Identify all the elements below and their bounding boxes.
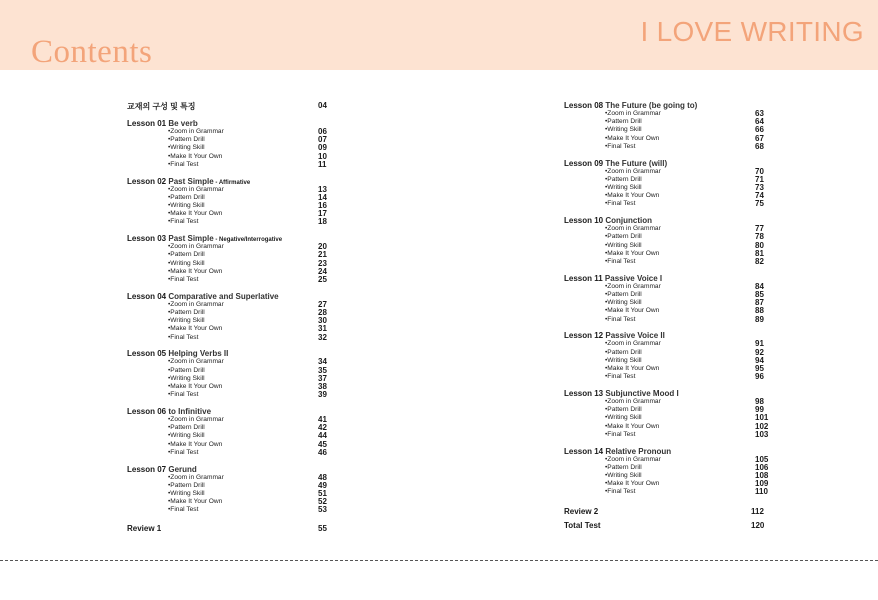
lesson-number: Lesson 08 <box>564 101 606 110</box>
brand-title: I LOVE WRITING <box>640 16 864 47</box>
page-number: 14 <box>318 192 327 202</box>
section-item: •Zoom in Grammar <box>168 243 224 251</box>
lesson-title <box>564 101 697 110</box>
section-item: •Zoom in Grammar <box>605 282 661 290</box>
section-item: •Pattern Drill <box>605 233 642 241</box>
section-item: •Final Test <box>168 276 199 283</box>
page-number: 38 <box>318 382 327 391</box>
page-number: 17 <box>318 209 327 219</box>
page-number: 44 <box>318 431 327 441</box>
section-item: •Make It Your Own <box>168 498 223 506</box>
page-number: 73 <box>755 183 764 192</box>
section-item: •Final Test <box>168 160 199 168</box>
lesson-number: Lesson 09 <box>564 158 606 168</box>
section-item: •Make It Your Own <box>605 134 660 142</box>
section-item: •Final Test <box>168 448 199 456</box>
page-number: 75 <box>755 199 764 209</box>
lesson-name: Past Simple <box>168 234 214 244</box>
page-number: 88 <box>755 306 764 316</box>
section-item: •Writing Skill <box>605 356 642 364</box>
page-number: 34 <box>318 357 327 367</box>
lesson-number: Lesson 14 <box>564 446 606 456</box>
page-number: 85 <box>755 290 764 299</box>
section-item: •Writing Skill <box>168 374 205 382</box>
page-number: 92 <box>755 347 764 357</box>
page-number: 109 <box>755 479 769 489</box>
section-item: •Zoom in Grammar <box>605 225 661 233</box>
page-number: 25 <box>318 275 327 284</box>
lesson-number: Lesson 10 <box>564 216 606 226</box>
page-number: 70 <box>755 166 764 176</box>
page-number: 87 <box>755 298 764 308</box>
page-divider <box>0 560 878 561</box>
page-number: 77 <box>755 224 764 234</box>
page-number: 42 <box>318 423 327 433</box>
page-number: 11 <box>318 159 327 169</box>
review-1-label: Review 1 <box>127 524 162 533</box>
page-number: 74 <box>755 191 764 201</box>
lesson-name: The Future (will) <box>605 158 668 168</box>
page-number: 46 <box>318 447 327 457</box>
section-item: •Pattern Drill <box>605 348 642 356</box>
page-number: 30 <box>318 316 327 326</box>
lesson-subtitle: - Affirmative <box>213 179 251 186</box>
page-number: 105 <box>755 454 769 464</box>
page-number: 89 <box>755 314 764 324</box>
intro-page: 04 <box>318 101 327 110</box>
lesson-title <box>564 274 662 283</box>
lesson-name: Passive Voice II <box>605 331 665 341</box>
lesson-number: Lesson 05 <box>127 349 169 359</box>
section-item: •Zoom in Grammar <box>168 128 224 135</box>
section-item: •Pattern Drill <box>168 424 205 432</box>
section-item: •Make It Your Own <box>605 480 660 488</box>
section-item: •Final Test <box>605 258 636 265</box>
review-1-page: 55 <box>318 524 327 533</box>
section-item: •Pattern Drill <box>605 406 642 414</box>
section-item: •Make It Your Own <box>168 383 223 390</box>
lesson-title <box>564 331 665 340</box>
lesson-number: Lesson 07 <box>127 464 169 474</box>
section-item: •Zoom in Grammar <box>168 185 224 193</box>
section-item: •Make It Your Own <box>605 249 660 257</box>
lesson-title <box>127 465 197 474</box>
section-item: •Make It Your Own <box>168 210 223 218</box>
section-item: •Make It Your Own <box>168 325 223 333</box>
page-number: 24 <box>318 266 327 276</box>
page-number: 06 <box>318 127 327 136</box>
page-number: 23 <box>318 258 327 268</box>
section-item: •Zoom in Grammar <box>605 398 661 405</box>
section-item: •Pattern Drill <box>168 309 205 316</box>
section-item: •Make It Your Own <box>168 267 223 275</box>
review-2-label: Review 2 <box>564 507 599 516</box>
section-item: •Make It Your Own <box>605 422 660 430</box>
page-number: 07 <box>318 135 327 145</box>
section-item: •Pattern Drill <box>605 118 642 126</box>
lesson-name: Conjunction <box>605 216 653 226</box>
page-number: 81 <box>755 248 764 258</box>
section-item: •Final Test <box>168 218 199 226</box>
section-item: •Writing Skill <box>605 299 642 307</box>
page-number: 68 <box>755 141 764 151</box>
section-item: •Make It Your Own <box>605 365 660 372</box>
page-number: 18 <box>318 217 327 227</box>
section-item: •Writing Skill <box>168 490 205 497</box>
page-number: 84 <box>755 281 764 291</box>
lesson-name: Helping Verbs II <box>168 349 229 359</box>
page-number: 35 <box>318 365 327 375</box>
lesson-name: Passive Voice I <box>604 273 663 283</box>
page-number: 110 <box>755 487 768 497</box>
page-number: 13 <box>318 184 327 194</box>
page-number: 101 <box>755 413 769 423</box>
section-item: •Pattern Drill <box>168 193 205 201</box>
page-number: 39 <box>318 390 327 400</box>
section-item: •Final Test <box>168 333 199 341</box>
lesson-name: Past Simple <box>168 176 214 186</box>
section-item: •Make It Your Own <box>605 307 660 315</box>
section-item: •Writing Skill <box>168 144 205 152</box>
section-item: •Pattern Drill <box>605 291 642 298</box>
section-item: •Pattern Drill <box>168 136 205 144</box>
lesson-name: to Infinitive <box>168 407 212 416</box>
review-2-page: 112 <box>751 507 764 516</box>
lesson-number: Lesson 13 <box>564 389 606 398</box>
intro-label: 교재의 구성 및 특징 <box>127 102 196 111</box>
page-number: 80 <box>755 240 764 250</box>
page-number: 27 <box>318 299 327 309</box>
page-number: 106 <box>755 462 769 472</box>
page-number: 82 <box>755 257 764 266</box>
page-number: 99 <box>755 405 764 415</box>
page-title: Contents <box>31 34 153 70</box>
lesson-title <box>127 234 282 243</box>
page-number: 95 <box>755 364 764 373</box>
lesson-name: Be verb <box>168 119 198 128</box>
page-number: 91 <box>755 339 764 349</box>
section-item: •Zoom in Grammar <box>605 110 661 117</box>
lesson-number: Lesson 03 <box>127 234 169 244</box>
section-item: •Pattern Drill <box>168 481 205 489</box>
page-number: 32 <box>318 332 327 342</box>
section-item: •Zoom in Grammar <box>168 473 224 481</box>
lesson-number: Lesson 06 <box>127 407 169 416</box>
page-number: 94 <box>755 355 764 365</box>
page-number: 48 <box>318 472 327 482</box>
lesson-title <box>564 389 679 398</box>
lesson-number: Lesson 11 <box>564 273 605 283</box>
section-item: •Writing Skill <box>605 126 642 134</box>
page-number: 63 <box>755 109 764 118</box>
section-item: •Final Test <box>605 373 636 381</box>
section-item: •Zoom in Grammar <box>605 455 661 463</box>
page-number: 21 <box>318 250 327 260</box>
page-number: 102 <box>755 421 769 431</box>
section-item: •Zoom in Grammar <box>605 340 661 348</box>
lesson-name: Subjunctive Mood I <box>605 389 679 398</box>
section-item: •Writing Skill <box>605 414 642 422</box>
page-number: 71 <box>755 174 764 184</box>
section-item: •Writing Skill <box>168 317 205 325</box>
page-number: 103 <box>755 429 769 439</box>
page-number: 108 <box>755 471 769 480</box>
lesson-subtitle: - Negative/Interrogative <box>213 237 283 244</box>
total-test-label: Total Test <box>564 521 601 530</box>
page-number: 64 <box>755 117 764 127</box>
section-item: •Final Test <box>605 315 636 323</box>
section-item: •Final Test <box>605 200 636 208</box>
page-number: 53 <box>318 505 327 515</box>
section-item: •Writing Skill <box>168 202 205 209</box>
page-number: 20 <box>318 242 327 252</box>
page-number: 09 <box>318 143 327 153</box>
section-item: •Writing Skill <box>168 432 205 440</box>
section-item: •Writing Skill <box>605 472 642 479</box>
section-item: •Zoom in Grammar <box>168 358 224 366</box>
lesson-number: Lesson 12 <box>564 331 606 341</box>
page-number: 51 <box>318 489 327 498</box>
lesson-title <box>127 349 228 358</box>
page-number: 67 <box>755 133 764 143</box>
lesson-name: Comparative and Superlative <box>168 291 279 301</box>
lesson-name: Gerund <box>168 464 197 474</box>
section-item: •Pattern Drill <box>605 175 642 183</box>
page-number: 52 <box>318 497 327 507</box>
section-item: •Pattern Drill <box>168 251 205 259</box>
page-number: 31 <box>318 324 327 334</box>
section-item: •Make It Your Own <box>168 440 223 448</box>
section-item: •Final Test <box>605 430 636 438</box>
lesson-title <box>127 177 250 186</box>
lesson-name: Relative Pronoun <box>605 446 672 456</box>
page-number: 10 <box>318 151 327 161</box>
section-item: •Writing Skill <box>605 184 642 191</box>
section-item: •Make It Your Own <box>605 192 660 200</box>
section-item: •Final Test <box>168 391 199 399</box>
page-number: 41 <box>318 415 327 424</box>
page-number: 37 <box>318 373 327 383</box>
lesson-number: Lesson 04 <box>127 291 169 301</box>
page-number: 28 <box>318 308 327 317</box>
lesson-title <box>127 119 198 128</box>
section-item: •Final Test <box>605 488 636 496</box>
section-item: •Pattern Drill <box>168 366 205 374</box>
page-number: 49 <box>318 480 327 490</box>
lesson-number: Lesson 02 <box>127 176 169 186</box>
section-item: •Writing Skill <box>168 259 205 267</box>
lesson-title <box>127 292 279 301</box>
section-item: •Pattern Drill <box>605 463 642 471</box>
page-number: 66 <box>755 125 764 135</box>
section-item: •Final Test <box>605 142 636 150</box>
lesson-name: The Future (be going to) <box>605 101 698 110</box>
section-item: •Writing Skill <box>605 241 642 249</box>
section-item: •Make It Your Own <box>168 152 223 160</box>
section-item: •Final Test <box>168 506 199 514</box>
lesson-number: Lesson 01 <box>127 119 169 128</box>
section-item: •Zoom in Grammar <box>605 167 661 175</box>
lesson-title <box>564 447 671 456</box>
page-number: 96 <box>755 372 764 382</box>
page-number: 45 <box>318 439 327 449</box>
page-number: 16 <box>318 201 327 210</box>
lesson-title <box>564 216 652 225</box>
lesson-title <box>564 159 667 168</box>
section-item: •Zoom in Grammar <box>168 300 224 308</box>
page-number: 98 <box>755 397 764 406</box>
section-item: •Zoom in Grammar <box>168 416 224 423</box>
total-test-page: 120 <box>751 521 765 530</box>
page-number: 78 <box>755 232 764 242</box>
lesson-title <box>127 407 211 416</box>
